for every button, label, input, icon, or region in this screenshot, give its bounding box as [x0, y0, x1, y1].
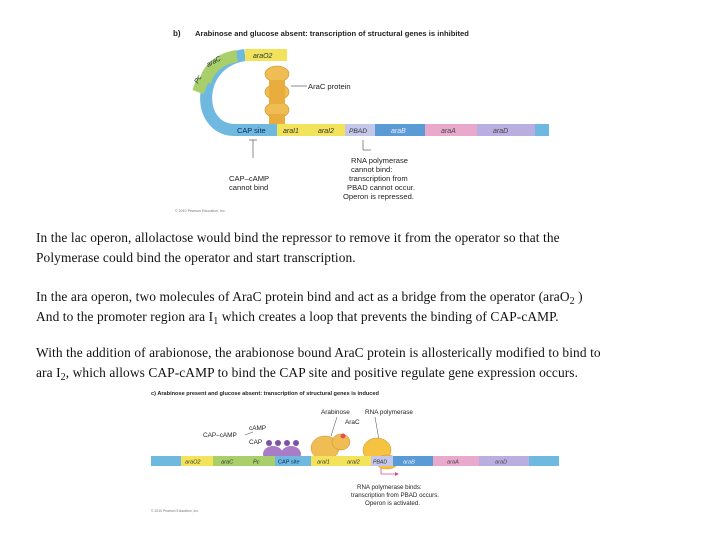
figure-c-diagram: [145, 386, 575, 516]
pbad-label: PBAD: [349, 128, 367, 135]
arabinose-line2-main: ara I: [36, 364, 61, 380]
c-polymerase-note-line2: transcription from PBAD occurs.: [351, 492, 440, 499]
ara-line1-tail: ): [574, 289, 583, 304]
ara-line2-subscript: 1: [213, 315, 219, 327]
c-pbad-label: PBAD: [373, 459, 388, 466]
figure-b-copyright: © 2010 Pearson Education, Inc.: [175, 209, 226, 213]
arabinose-line2-subscript: 2: [60, 371, 66, 383]
c-arab-label: araB: [403, 459, 415, 466]
lac-line2: Polymerase could bind the operator and start transcription.: [36, 249, 356, 265]
paragraph-arabinose: [36, 343, 708, 382]
polymerase-note-line4: PBAD cannot occur.: [347, 183, 415, 192]
figure-b-title: Arabinose and glucose absent: transcription of structural genes is inhibited: [195, 29, 469, 38]
arab-label: araB: [391, 128, 406, 135]
arabinose-line1: With the addition of arabionose, the arabionose bound AraC protein is allosterically modified to bind to: [36, 345, 601, 360]
loop-arac-label: araC: [205, 55, 223, 69]
polymerase-note-line5: Operon is repressed.: [343, 192, 414, 201]
ara-line1-subscript: 2: [569, 296, 575, 307]
araa-label: araA: [441, 128, 456, 135]
loop-arao2-label: araO2: [253, 53, 273, 60]
cap-note-line2: cannot bind: [229, 183, 269, 192]
polymerase-note-line1: RNA polymerase: [351, 156, 408, 165]
lac-line1: In the lac operon, allolactose would bind the repressor to remove it from the operator so that the: [36, 230, 560, 245]
arac-protein-label: AraC protein: [308, 82, 351, 91]
c-arai1-label: araI1: [317, 459, 330, 466]
arai2-label: araI2: [318, 128, 334, 135]
figure-c-title: c) Arabinose present and glucose absent: transcription of structural genes is induced: [151, 391, 379, 397]
rna-polymerase-label: RNA polymerase: [365, 409, 413, 416]
arai1-label: araI1: [283, 128, 299, 135]
ara-line1-main: In the ara operon, two molecules of AraC protein bind and act as a bridge from the operator (araO: [36, 289, 570, 304]
c-pc-label: Pc: [253, 459, 260, 466]
figure-b-panel-label: b): [173, 29, 181, 38]
c-polymerase-note-line1: RNA polymerase binds:: [357, 484, 422, 491]
c-dna-pc: [245, 456, 275, 466]
c-araa-label: araA: [447, 459, 459, 466]
c-arac-label: araC: [221, 459, 234, 466]
loop-pc-label: Pc: [193, 74, 204, 85]
ara-line2-tail: which creates a loop that prevents the binding of CAP-cAMP.: [218, 308, 559, 324]
paragraph-lac-operon: [36, 228, 708, 267]
c-arad-label: araD: [495, 459, 508, 466]
paragraph-ara-operon: [36, 287, 708, 326]
cap-note-line1: CAP–cAMP: [229, 174, 270, 183]
camp-label: cAMP: [249, 425, 267, 432]
polymerase-note-line2: cannot bind:: [351, 165, 393, 174]
polymerase-note-line3: transcription from: [349, 174, 408, 183]
cap-site-label: CAP site: [237, 126, 266, 135]
arabinose-label: Arabinose: [321, 409, 350, 416]
arabinose-line2-tail: , which allows CAP-cAMP to bind the CAP site and positive regulate gene expression occurs.: [65, 364, 579, 380]
arac-label: AraC: [345, 419, 360, 426]
c-arai2-label: araI2: [347, 459, 360, 466]
figure-b-diagram: [165, 22, 565, 218]
cap-camp-label: CAP–cAMP: [203, 432, 237, 439]
c-arao2-label: araO2: [185, 459, 201, 466]
c-cap-site-label: CAP site: [278, 459, 300, 466]
ara-line2-main: And to the promoter region ara I: [36, 308, 214, 324]
c-polymerase-note-line3: Operon is activated.: [365, 500, 421, 507]
arac-protein-dimer: [265, 66, 289, 124]
figure-c-copyright: © 2010 Pearson Education, Inc.: [151, 509, 199, 513]
arad-label: araD: [493, 128, 509, 135]
cap-label: CAP: [249, 439, 263, 446]
